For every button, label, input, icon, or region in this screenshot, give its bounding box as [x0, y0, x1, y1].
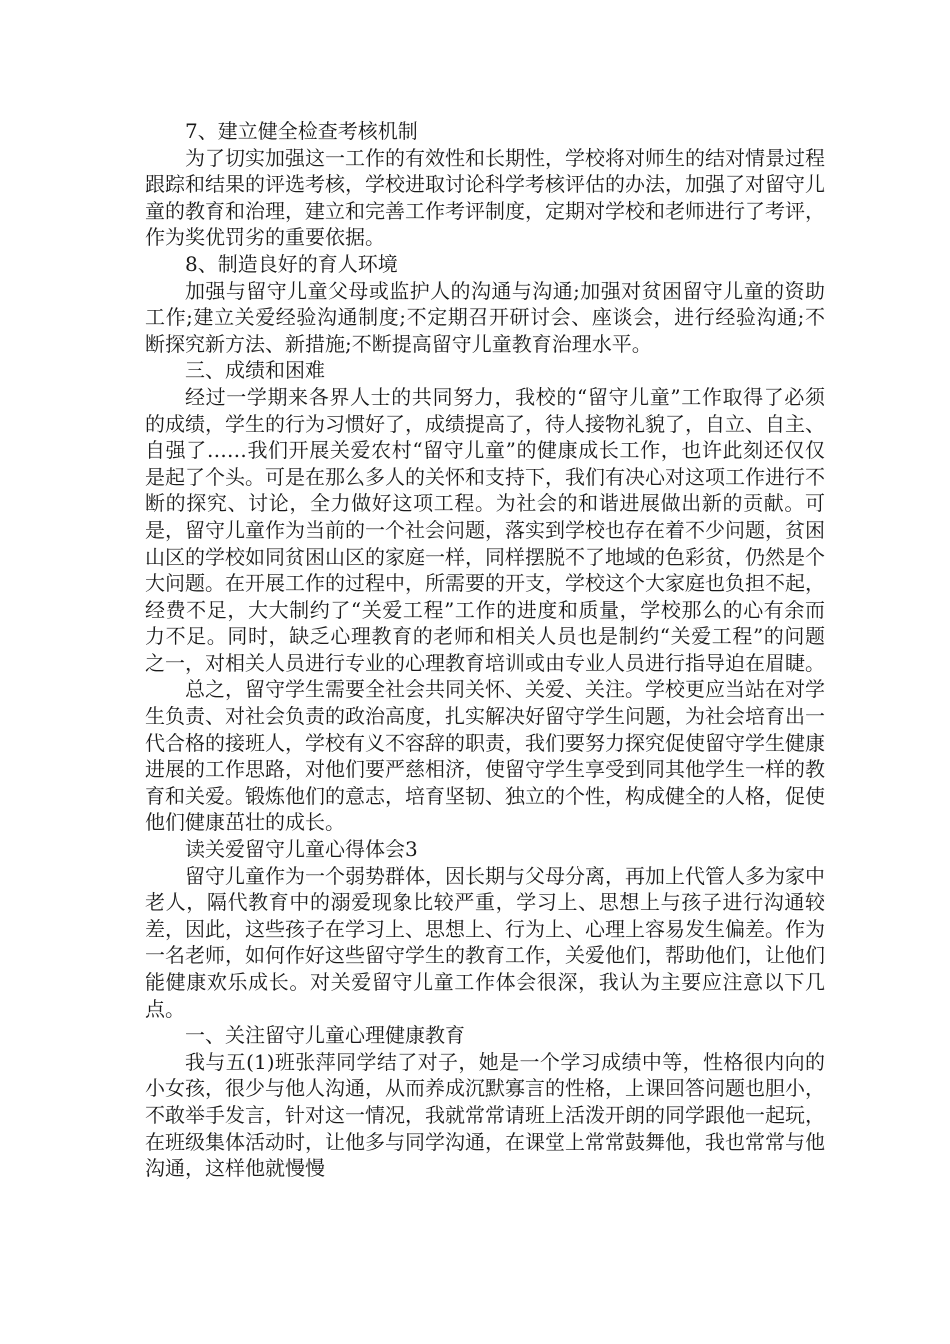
section-heading-results: 三、成绩和困难: [185, 358, 325, 383]
paragraph-conclusion: 总之，留守学生需要全社会共同关怀、关爱、关注。学校更应当站在对学生负责、对社会负责的政治高度，扎实解决好留守学生问题，为社会培育出一代合格的接班人，学校有义不容辞的职责，我们要努力探究促使留守学生健康进展的工作思路，对他们要严慈相济，使留守学生享受到同其他学生一样的教育和关爱。锻炼他们的意志，培育坚韧、独立的个性，构成健全的人格，促使他们健康茁壮的成长。: [145, 677, 825, 835]
paragraph-environment: 加强与留守儿童父母或监护人的沟通与沟通;加强对贫困留守儿童的资助工作;建立关爱经验沟通制度;不定期召开研讨会、座谈会，进行经验沟通;不断探究新方法、新措施;不断提高留守儿童教育治理水平。: [145, 278, 825, 356]
paragraph-mental-health: 我与五(1)班张萍同学结了对子，她是一个学习成绩中等，性格很内向的小女孩，很少与他人沟通，从而养成沉默寡言的性格，上课回答问题也胆小，不敢举手发言，针对这一情况，我就常常请班上活泼开朗的同学跟他一起玩，在班级集体活动时，让他多与同学沟通，在课堂上常常鼓舞他，我也常常与他沟通，这样他就慢慢: [145, 1049, 825, 1181]
paragraph-results: 经过一学期来各界人士的共同努力，我校的“留守儿童”工作取得了必须的成绩，学生的行为习惯好了，成绩提高了，待人接物礼貌了，自立、自主、自强了……我们开展关爱农村“留守儿童”的健康成长工作，也许此刻还仅仅是起了个头。可是在那么多人的关怀和支持下，我们有决心对这项工作进行不断的探究、讨论，全力做好这项工程。为社会的和谐进展做出新的贡献。可是，留守儿童作为当前的一个社会问题，落实到学校也存在着不少问题，贫困山区的学校如同贫困山区的家庭一样，同样摆脱不了地域的色彩贫，仍然是个大问题。在开展工作的过程中，所需要的开支，学校这个大家庭也负担不起，经费不足，大大制约了“关爱工程”工作的进度和质量，学校那么的心有余而力不足。同时，缺乏心理教育的老师和相关人员也是制约“关爱工程”的问题之一，对相关人员进行专业的心理教育培训或由专业人员进行指导迫在眉睫。: [145, 384, 825, 675]
section-heading-mental-health: 一、关注留守儿童心理健康教育: [185, 1023, 465, 1048]
paragraph-intro: 留守儿童作为一个弱势群体，因长期与父母分离，再加上代管人多为家中老人，隔代教育中的溺爱现象比较严重，学习上、思想上与孩子进行沟通较差，因此，这些孩子在学习上、思想上、行为上、心理上容易发生偏差。作为一名老师，如何作好这些留守学生的教育工作，关爱他们，帮助他们，让他们能健康欢乐成长。对关爱留守儿童工作体会很深，我认为主要应注意以下几点。: [145, 863, 825, 1021]
document-page: [145, 118, 825, 1182]
paragraph-inspection: 为了切实加强这一工作的有效性和长期性，学校将对师生的结对情景过程跟踪和结果的评选考核，学校进取讨论科学考核评估的办法，加强了对留守儿童的教育和治理，建立和完善工作考评制度，定期对学校和老师进行了考评，作为奖优罚劣的重要依据。: [145, 145, 825, 250]
article-title: 读关爱留守儿童心得体会3: [185, 837, 418, 862]
section-heading-environment: 8、制造良好的育人环境: [185, 251, 398, 276]
section-heading-inspection: 7、建立健全检查考核机制: [185, 119, 418, 143]
